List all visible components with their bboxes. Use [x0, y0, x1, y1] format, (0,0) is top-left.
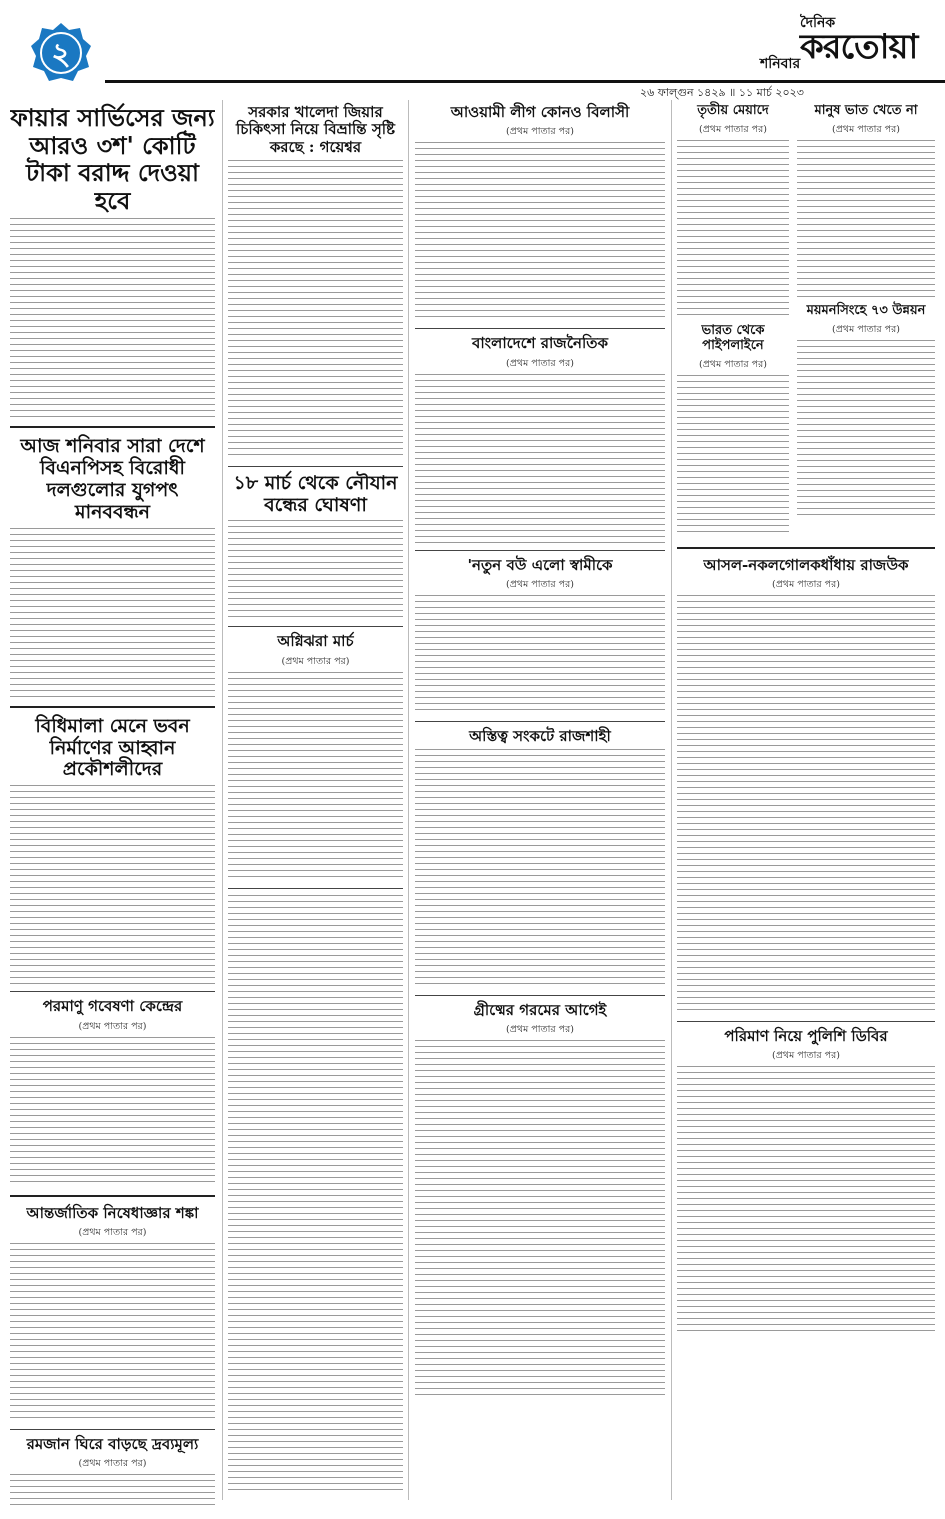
headline-khaleda: সরকার খালেদা জিয়ার চিকিৎসা নিয়ে বিভ্রান্তি সৃষ্টি করছে : গয়েশ্বর — [235, 103, 396, 156]
headline-mymensingh: ময়মনসিংহে ৭৩ উন্নয়ন — [806, 302, 926, 318]
headline-bnp-humanchain: আজ শনিবার সারা দেশে বিএনপিসহ বিরোধী দলগুলোর যুগপৎ মানববন্ধন — [20, 435, 205, 523]
article-body — [228, 895, 403, 1495]
continued-label: (প্রথম পাতার পর) — [832, 123, 900, 135]
article-body — [677, 1066, 935, 1336]
headline-fire-service: ফায়ার সার্ভিসের জন্য আরও ৩শ' কোটি টাকা বরাদ্দ দেওয়া হবে — [10, 103, 215, 215]
separator — [415, 995, 665, 996]
article-body — [677, 375, 789, 535]
third-term-block — [677, 100, 789, 539]
article-body — [415, 595, 665, 715]
headline-third-term: তৃতীয় মেয়াদে — [697, 103, 769, 118]
column-divider — [222, 100, 223, 1500]
headline-agniswara: অগ্নিঝরা মার্চ — [277, 632, 354, 651]
column-2 — [228, 100, 403, 1510]
separator — [10, 706, 215, 708]
continued-label: (প্রথম পাতার পর) — [506, 1024, 574, 1036]
separator — [228, 466, 403, 467]
continued-label: (প্রথম পাতার পর) — [832, 323, 900, 335]
page-number: ২ — [51, 37, 71, 72]
article-body — [677, 595, 935, 1015]
masthead-small: দৈনিক — [800, 15, 836, 31]
article-body — [10, 785, 215, 985]
separator — [228, 888, 403, 889]
separator — [677, 547, 935, 549]
page-header — [0, 0, 945, 99]
headline-nuclear: পরমাণু গবেষণা কেন্দ্রের — [42, 997, 183, 1016]
headline-awami: আওয়ামী লীগ কোনও বিলাসী — [450, 103, 630, 121]
headline-waterway: ১৮ মার্চ থেকে নৌযান বন্ধের ঘোষণা — [233, 471, 398, 516]
continued-label: (প্রথম পাতার পর) — [772, 1050, 840, 1062]
continued-label: (প্রথম পাতার পর) — [78, 1020, 147, 1032]
continued-label: (প্রথম পাতার পর) — [281, 655, 350, 667]
headline-middle-east: আন্তর্জাতিক নিষেধাজ্ঞার শঙ্কা — [26, 1203, 199, 1222]
column-divider — [671, 100, 672, 1500]
date-line: ২৬ ফাল্গুন ১৪২৯ ॥ ১১ মার্চ ২০২৩ — [640, 86, 804, 99]
header-rule — [105, 80, 945, 83]
masthead-title: করতোয়া — [800, 27, 918, 67]
continued-label: (প্রথম পাতার পর) — [78, 1458, 147, 1470]
continued-label: (প্রথম পাতার পর) — [699, 123, 767, 135]
article-body — [10, 1474, 215, 1510]
separator — [10, 426, 215, 428]
separator — [10, 1429, 215, 1430]
headline-bd-politics: বাংলাদেশে রাজনৈতিক — [471, 334, 609, 353]
continued-label: (প্রথম পাতার পর) — [506, 578, 574, 590]
article-body — [797, 140, 935, 300]
page-number-badge-icon — [30, 22, 92, 84]
article-body — [10, 218, 215, 418]
separator — [10, 991, 215, 992]
article-body — [228, 672, 403, 882]
headline-new-bride: 'নতুন বউ এলো স্বামীকে — [467, 555, 613, 574]
column-3 — [415, 100, 665, 1510]
article-body — [415, 749, 665, 989]
article-body — [10, 1243, 215, 1423]
continued-label: (প্রথম পাতার পর) — [699, 358, 767, 370]
day-label: শনিবার — [760, 56, 801, 72]
article-body — [10, 1037, 215, 1187]
headline-rajshahi: অস্তিত্ব সংকটে রাজশাহী — [469, 726, 611, 745]
separator — [677, 1021, 935, 1022]
headline-rajuk: আসল-নকলগোলকধাঁধায় রাজউক — [703, 555, 909, 574]
headline-rice: মানুষ ভাত খেতে না — [814, 103, 918, 118]
separator — [10, 1195, 215, 1197]
top-split — [677, 100, 935, 539]
article-body — [677, 140, 789, 320]
continued-label: (প্রথম পাতার পর) — [772, 579, 840, 591]
column-4 — [677, 100, 935, 1510]
column-1 — [10, 100, 215, 1510]
page-number-badge — [30, 22, 92, 84]
column-divider — [408, 100, 409, 1500]
separator — [415, 550, 665, 551]
headline-india-pipeline: ভারত থেকে পাইপলাইনে — [701, 322, 765, 353]
article-body — [415, 374, 665, 544]
article-body — [228, 160, 403, 460]
separator — [415, 328, 665, 329]
separator — [415, 721, 665, 722]
article-body — [228, 520, 403, 620]
rice-block — [797, 100, 935, 539]
continued-label: (প্রথম পাতার পর) — [78, 1226, 147, 1238]
headline-police: পরিমাণ নিয়ে পুলিশি ডিবির — [724, 1027, 888, 1046]
article-body — [10, 528, 215, 698]
continued-label: (প্রথম পাতার পর) — [506, 357, 574, 369]
headline-summer: গ্রীষ্মের গরমের আগেই — [473, 1001, 607, 1019]
article-body — [797, 340, 935, 520]
article-body — [415, 142, 665, 322]
separator — [228, 626, 403, 627]
masthead — [800, 15, 940, 67]
continued-label: (প্রথম পাতার পর) — [506, 126, 574, 138]
article-body — [415, 1040, 665, 1400]
headline-ramadan: রমজান ঘিরে বাড়ছে দ্রব্যমূল্য — [26, 1434, 199, 1453]
headline-building-rules: বিধিমালা মেনে ভবন নির্মাণের আহ্বান প্রকৌশলীদের — [35, 714, 190, 781]
